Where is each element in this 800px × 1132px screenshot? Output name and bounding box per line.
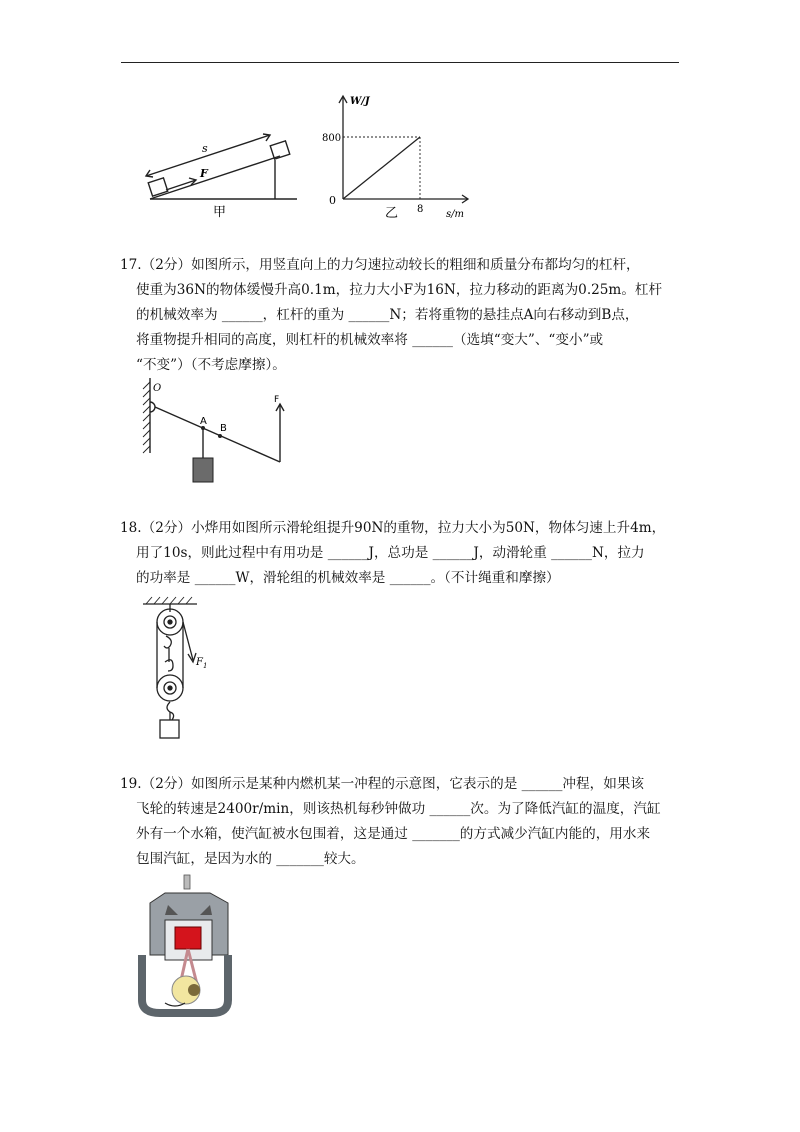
y-tick-label: 800 [322, 133, 342, 144]
question-score: （2分） [141, 776, 192, 792]
question-18-line-2: 用了10s，则此过程中有用功是 ______J，总功是 ______J，动滑轮重 ______N，拉力 [136, 545, 645, 561]
label-f: F [200, 167, 208, 180]
origin-label: 0 [329, 194, 336, 207]
question-17-line-2: 使重为36N的物体缓慢升高0.1m，拉力大小F为16N，拉力移动的距离为0.25m。杠杆 [136, 282, 663, 298]
question-text: 如图所示是某种内燃机某一冲程的示意图，它表示的是 ______冲程，如果该 [191, 776, 644, 792]
x-tick-label: 8 [417, 204, 424, 215]
label-s: s [202, 142, 208, 155]
question-19-line-4: 包围汽缸，是因为水的 _______较大。 [136, 851, 365, 867]
label-b: B [220, 423, 227, 434]
label-o: O [153, 383, 162, 394]
label-a: A [200, 416, 207, 427]
caption-yi: 乙 [385, 206, 399, 221]
x-axis-label: s/m [446, 209, 464, 220]
question-17-line-5: “不变”）（不考虑摩擦）。 [136, 357, 286, 373]
question-number: 18. [120, 520, 142, 536]
crank [188, 984, 200, 996]
question-number: 19. [120, 776, 142, 792]
question-19-line-3: 外有一个水箱，使汽缸被水包围着，这是通过 _______的方式减少汽缸内能的，用水来 [136, 826, 651, 842]
label-f1-main: F [196, 657, 203, 668]
caption-jia: 甲 [213, 205, 227, 220]
question-19-line-2: 飞轮的转速是2400r/min，则该热机每秒钟做功 ______次。为了降低汽缸的温度，汽缸 [136, 801, 661, 817]
y-axis-label: W/J [350, 96, 370, 107]
question-number: 17. [120, 257, 142, 273]
question-18-line-3: 的功率是 ______W，滑轮组的机械效率是 ______。（不计绳重和摩擦） [136, 570, 560, 586]
question-17-line-4: 将重物提升相同的高度，则杠杆的机械效率将 ______（选填“变大”、“变小”或 [136, 332, 604, 348]
question-score: （2分） [141, 257, 192, 273]
question-17-line-3: 的机械效率为 ______，杠杆的重为 ______N；若将重物的悬挂点A向右移动到B点， [136, 307, 639, 323]
question-text: 小烨用如图所示滑轮组提升90N的重物，拉力大小为50N，物体匀速上升4m， [191, 520, 666, 536]
label-f1-sub: 1 [202, 662, 208, 670]
piston [175, 927, 201, 949]
question-score: （2分） [141, 520, 192, 536]
spark-plug [184, 875, 190, 889]
question-text: 如图所示，用竖直向上的力匀速拉动较长的粗细和质量分布都均匀的杠杆， [191, 257, 640, 273]
label-f: F [274, 395, 280, 405]
